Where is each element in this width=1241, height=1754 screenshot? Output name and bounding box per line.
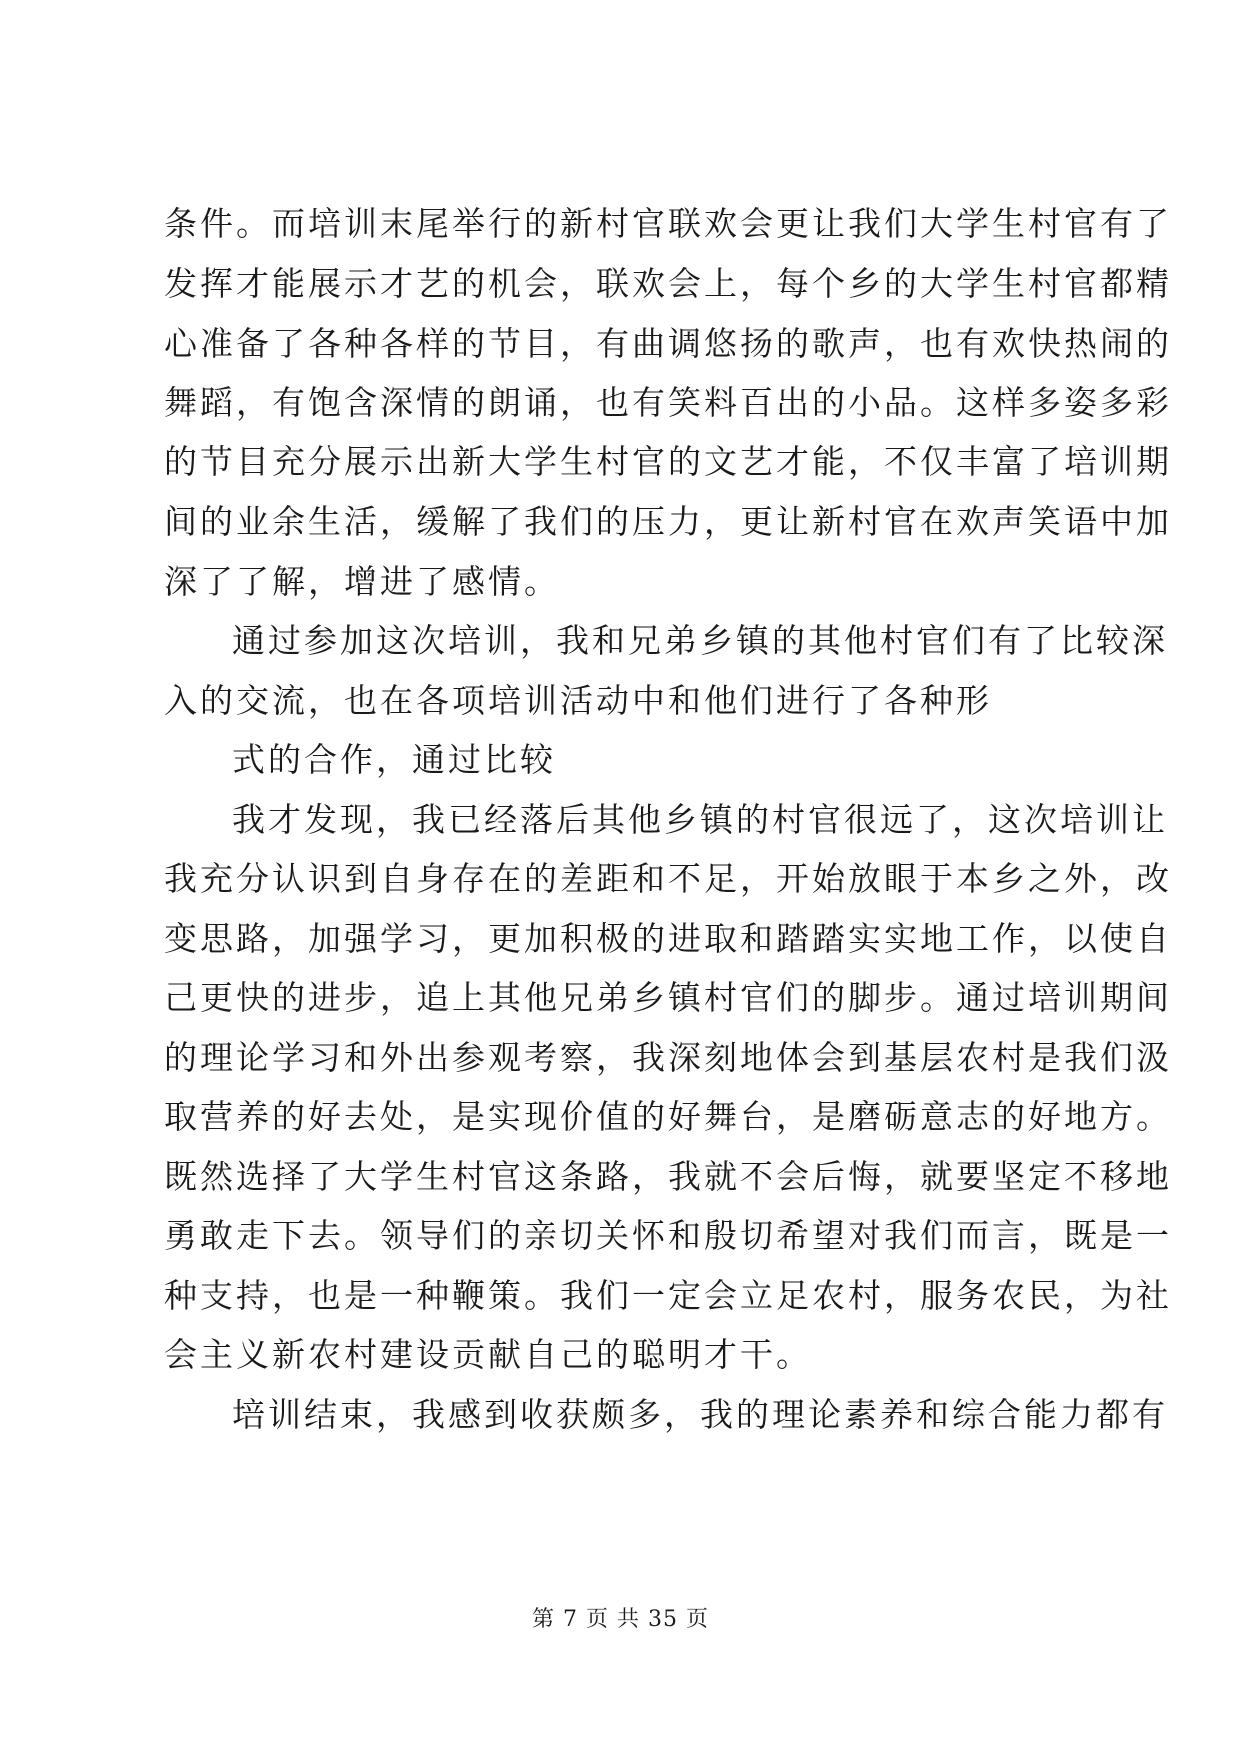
body-line: 我充分认识到自身存在的差距和不足，开始放眼于本乡之外，改 — [164, 859, 1172, 898]
body-line: 间的业余生活，缓解了我们的压力，更让新村官在欢声笑语中加 — [164, 502, 1172, 541]
body-line: 己更快的进步，追上其他兄弟乡镇村官们的脚步。通过培训期间 — [164, 978, 1172, 1017]
body-line: 取营养的好去处，是实现价值的好舞台，是磨砺意志的好地方。 — [164, 1097, 1172, 1136]
body-line: 入的交流，也在各项培训活动中和他们进行了各种形 — [164, 681, 992, 720]
body-line: 的节目充分展示出新大学生村官的文艺才能，不仅丰富了培训期 — [164, 442, 1172, 481]
body-line: 我才发现，我已经落后其他乡镇的村官很远了，这次培训让 — [232, 800, 1168, 839]
body-line: 的理论学习和外出参观考察，我深刻地体会到基层农村是我们汲 — [164, 1038, 1172, 1077]
body-line: 勇敢走下去。领导们的亲切关怀和殷切希望对我们而言，既是一 — [164, 1216, 1172, 1255]
body-line: 发挥才能展示才艺的机会，联欢会上，每个乡的大学生村官都精 — [164, 264, 1172, 303]
body-line: 既然选择了大学生村官这条路，我就不会后悔，就要坚定不移地 — [164, 1157, 1172, 1196]
body-line: 种支持，也是一种鞭策。我们一定会立足农村，服务农民，为社 — [164, 1276, 1172, 1315]
body-line: 舞蹈，有饱含深情的朗诵，也有笑料百出的小品。这样多姿多彩 — [164, 383, 1172, 422]
body-line: 心准备了各种各样的节目，有曲调悠扬的歌声，也有欢快热闹的 — [164, 324, 1172, 363]
body-line: 式的合作，通过比较 — [232, 740, 556, 779]
body-line: 通过参加这次培训，我和兄弟乡镇的其他村官们有了比较深 — [232, 621, 1168, 660]
page-number-footer: 第 7 页 共 35 页 — [532, 1607, 709, 1632]
body-line: 变思路，加强学习，更加积极的进取和踏踏实实地工作，以使自 — [164, 919, 1172, 958]
body-line: 培训结束，我感到收获颇多，我的理论素养和综合能力都有 — [232, 1395, 1168, 1434]
body-line: 条件。而培训末尾举行的新村官联欢会更让我们大学生村官有了 — [164, 204, 1172, 243]
body-line: 深了了解，增进了感情。 — [164, 562, 560, 601]
body-line: 会主义新农村建设贡献自己的聪明才干。 — [164, 1335, 812, 1374]
